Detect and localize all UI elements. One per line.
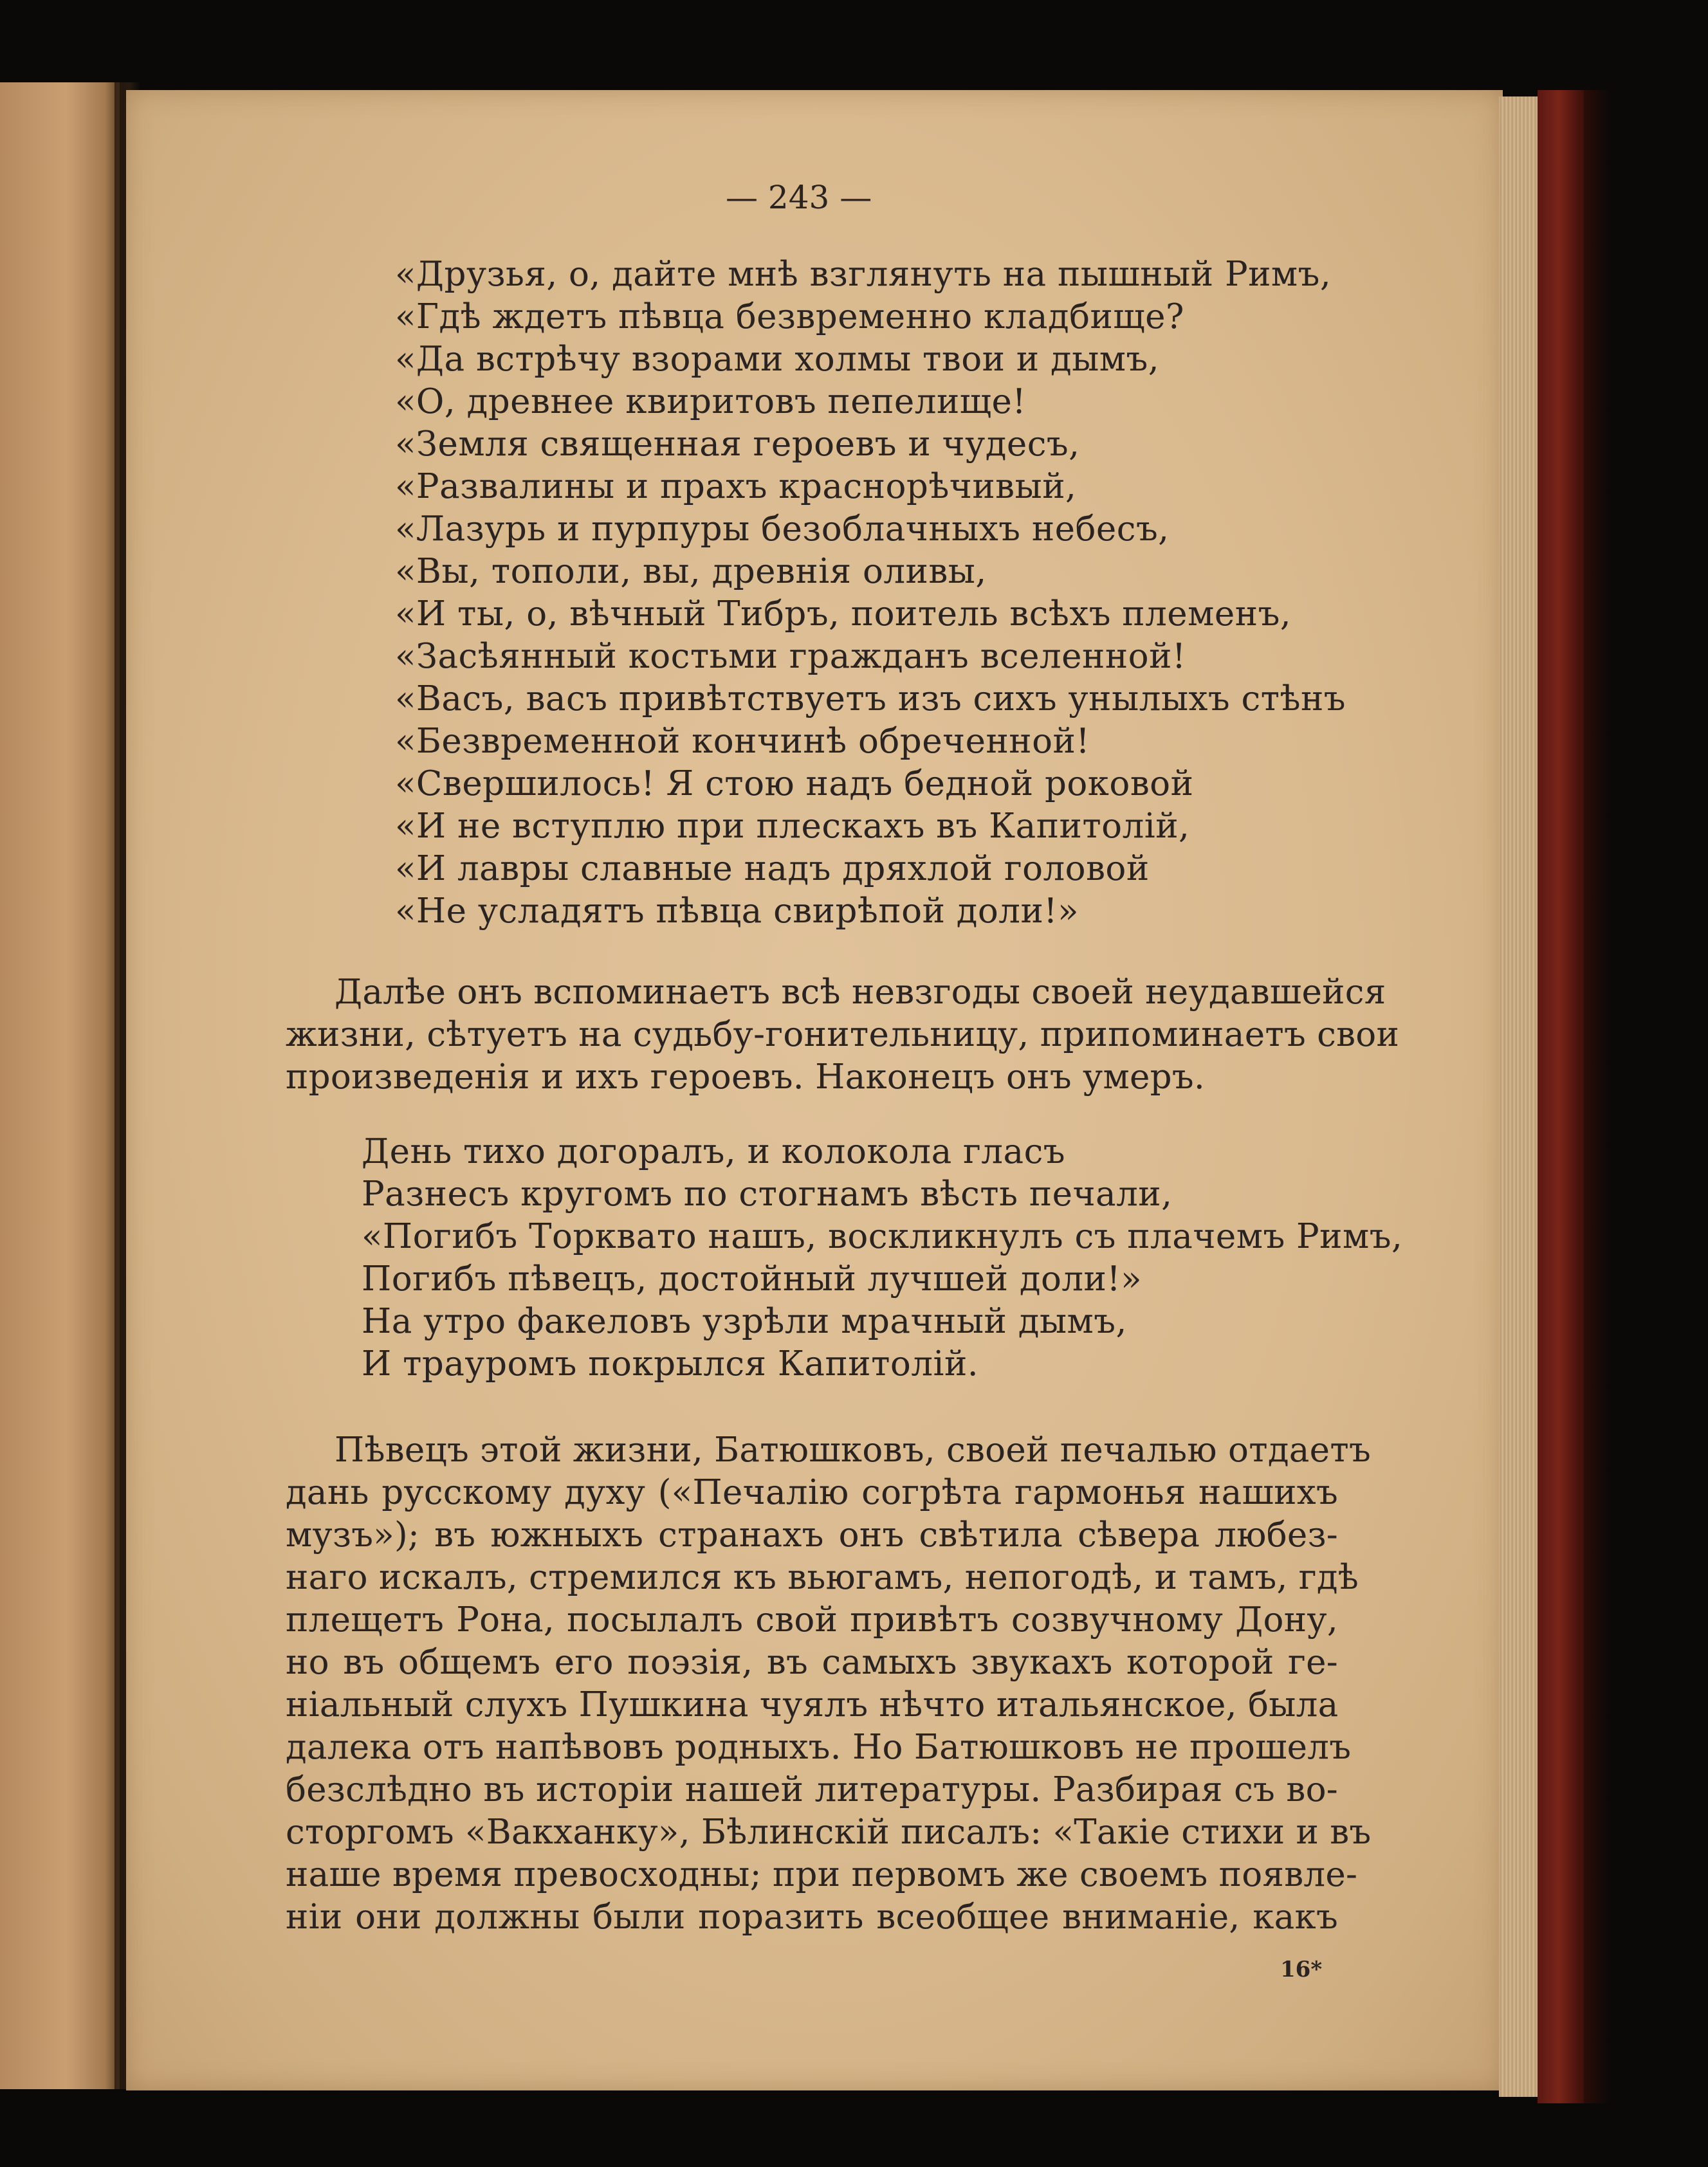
verse1-line: «Друзья, о, дайте мнѣ взглянуть на пышный Римъ, bbox=[395, 255, 1332, 294]
paragraph-line: безслѣдно въ исторіи нашей литературы. Разбирая съ во- bbox=[286, 1770, 1338, 1809]
verse1-line: «Развалины и прахъ краснорѣчивый, bbox=[395, 467, 1077, 506]
printer-signature: 16* bbox=[1280, 1957, 1323, 1982]
verse1-line: «Безвременной кончинѣ обреченной! bbox=[395, 722, 1090, 761]
verse1-line: «Вы, тополи, вы, древнія оливы, bbox=[395, 552, 987, 591]
cover-shadow bbox=[1584, 90, 1610, 2103]
verse1-line: «Лазурь и пурпуры безоблачныхъ небесъ, bbox=[395, 509, 1170, 549]
verse2-line: Разнесъ кругомъ по стогнамъ вѣсть печали, bbox=[362, 1175, 1173, 1214]
paragraph-line: музъ»); въ южныхъ странахъ онъ свѣтила сѣвера любез- bbox=[286, 1515, 1338, 1555]
verse1-line: «Засѣянный костьми гражданъ вселенной! bbox=[395, 637, 1186, 676]
verse2-line: День тихо догоралъ, и колокола гласъ bbox=[362, 1132, 1065, 1171]
verse1-line: «Васъ, васъ привѣтствуетъ изъ сихъ унылыхъ стѣнъ bbox=[395, 679, 1346, 718]
verse2-line: На утро факеловъ узрѣли мрачный дымъ, bbox=[362, 1302, 1127, 1341]
verse1-line: «О, древнее квиритовъ пепелище! bbox=[395, 382, 1027, 421]
paragraph-line: дань русскому духу («Печалію согрѣта гармонья нашихъ bbox=[286, 1473, 1338, 1512]
paragraph-line: ніи они должны были поразить всеобщее вниманіе, какъ bbox=[286, 1897, 1338, 1937]
paragraph-line: Далѣе онъ вспоминаетъ всѣ невзгоды своей неудавшейся bbox=[335, 973, 1386, 1012]
book-cover-edge bbox=[1538, 90, 1584, 2103]
verse2-line: И трауромъ покрылся Капитолій. bbox=[362, 1344, 979, 1384]
paragraph-line: наго искалъ, стремился къ вьюгамъ, непогодѣ, и тамъ, гдѣ bbox=[286, 1558, 1359, 1597]
paragraph-line: ніальный слухъ Пушкина чуялъ нѣчто итальянское, была bbox=[286, 1685, 1339, 1724]
paragraph-line: сторгомъ «Вакханку», Бѣлинскій писалъ: «Такіе стихи и въ bbox=[286, 1813, 1372, 1852]
page-number: — 243 — bbox=[726, 179, 872, 216]
verse1-line: «И не вступлю при плескахъ въ Капитолій, bbox=[395, 807, 1190, 846]
page-stack-edge bbox=[1499, 96, 1538, 2097]
verse1-line: «И ты, о, вѣчный Тибръ, поитель всѣхъ племенъ, bbox=[395, 594, 1292, 634]
verse1-line: «И лавры славные надъ дряхлой головой bbox=[395, 849, 1150, 888]
verse1-line: «Да встрѣчу взорами холмы твои и дымъ, bbox=[395, 340, 1160, 379]
verse1-line: «Свершилось! Я стою надъ бедной роковой bbox=[395, 764, 1194, 803]
paragraph-line: Пѣвецъ этой жизни, Батюшковъ, своей печалью отдаетъ bbox=[335, 1431, 1371, 1470]
paragraph-line: но въ общемъ его поэзія, въ самыхъ звукахъ которой ге- bbox=[286, 1643, 1338, 1682]
paragraph-line: жизни, сѣтуетъ на судьбу-гонительницу, припоминаетъ свои bbox=[286, 1015, 1400, 1054]
paragraph-line: плещетъ Рона, посылалъ свой привѣтъ созвучному Дону, bbox=[286, 1600, 1338, 1640]
paragraph-line: наше время превосходны; при первомъ же своемъ появле- bbox=[286, 1855, 1358, 1894]
verse2-line: Погибъ пѣвецъ, достойный лучшей доли!» bbox=[362, 1259, 1143, 1299]
paragraph-line: произведенія и ихъ героевъ. Наконецъ онъ умеръ. bbox=[286, 1057, 1206, 1097]
verse2-line: «Погибъ Торквато нашъ, воскликнулъ съ плачемъ Римъ, bbox=[362, 1217, 1403, 1256]
verse1-line: «Земля священная героевъ и чудесъ, bbox=[395, 425, 1080, 464]
left-facing-page bbox=[0, 82, 120, 2089]
verse1-line: «Не усладятъ пѣвца свирѣпой доли!» bbox=[395, 891, 1079, 931]
verse1-line: «Гдѣ ждетъ пѣвца безвременно кладбище? bbox=[395, 297, 1184, 336]
paragraph-line: далека отъ напѣвовъ родныхъ. Но Батюшковъ не прошелъ bbox=[286, 1728, 1352, 1767]
